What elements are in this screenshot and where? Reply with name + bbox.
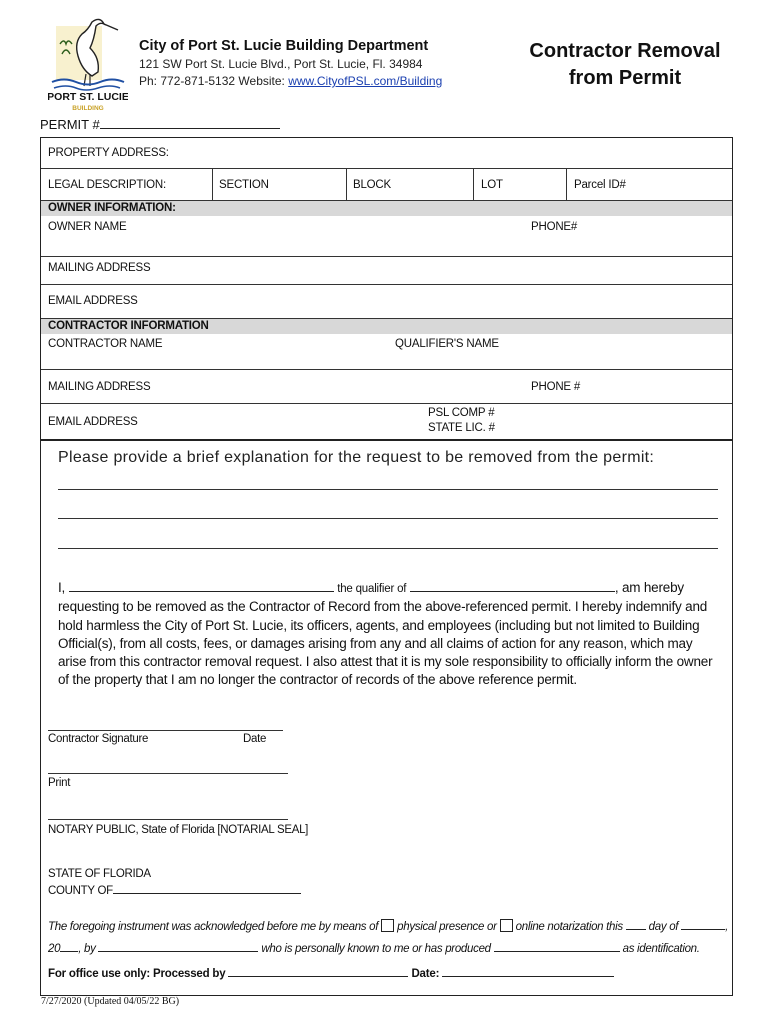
permit-blank[interactable]: [100, 116, 280, 129]
print-line[interactable]: [48, 773, 288, 774]
property-address-row[interactable]: [41, 138, 732, 169]
org-address: 121 SW Port St. Lucie Blvd., Port St. Lucie, Fl. 34984: [139, 57, 423, 71]
owner-info-heading: OWNER INFORMATION:: [41, 201, 732, 216]
county-blank[interactable]: [113, 883, 301, 894]
svg-text:PORT ST. LUCIE: PORT ST. LUCIE: [48, 91, 128, 103]
declaration-first-line: [58, 579, 718, 598]
owner-phone-label: PHONE#: [531, 221, 578, 233]
office-use-row: [48, 967, 614, 980]
permit-label: PERMIT #: [40, 117, 100, 132]
contractor-phone-label: PHONE #: [531, 381, 581, 393]
month-blank[interactable]: [681, 920, 725, 930]
day-blank[interactable]: [626, 920, 646, 930]
company-blank[interactable]: [410, 579, 615, 592]
property-address-label: PROPERTY ADDRESS:: [48, 147, 169, 159]
form-title-line2: from Permit: [568, 67, 682, 89]
owner-mailing-row[interactable]: [41, 257, 732, 285]
notary-line[interactable]: [48, 819, 288, 820]
online-notarization-label: online notarization this: [515, 921, 623, 933]
office-date-label: Date:: [411, 968, 440, 980]
owner-email-label: EMAIL ADDRESS: [48, 295, 138, 307]
identification-label: as identification.: [622, 943, 700, 955]
processed-by-blank[interactable]: [228, 967, 408, 977]
contractor-signature-label: Contractor Signature: [48, 733, 149, 745]
declaration-body: requesting to be removed as the Contractor of Record from the above-referenced permit. I hereby indemnify and hold harmless the City of Port St. Lucie, its officers, agents, and employees (including but not limited to Building Official(s), from all costs, fees, or damages arising from any and all claims of action for any reason, which may arise from this contractor removal request. I also attest that it is my sole responsibility to officially inform the owner of the property that I am no longer the contractor of records of the above reference permit.: [58, 599, 713, 688]
state-label: STATE OF FLORIDA: [48, 868, 151, 880]
owner-name-label: OWNER NAME: [48, 221, 127, 233]
website-link[interactable]: www.CityofPSL.com/Building: [288, 74, 443, 88]
explanation-line-2[interactable]: [58, 518, 718, 519]
contractor-signature-line[interactable]: [48, 730, 283, 731]
office-date-blank[interactable]: [442, 967, 614, 977]
year-blank[interactable]: [60, 942, 78, 952]
owner-email-row[interactable]: [41, 285, 732, 319]
footer-revision: 7/27/2020 (Updated 04/05/22 BG): [41, 996, 180, 1007]
org-phone: Ph: 772-871-5132 Website:: [139, 74, 289, 88]
contractor-name-row[interactable]: [41, 334, 732, 370]
notary-label: NOTARY PUBLIC, State of Florida [NOTARIAL SEAL]: [48, 824, 309, 836]
psl-comp-label: PSL COMP #: [428, 407, 495, 419]
county-label: COUNTY OF: [48, 885, 113, 897]
legal-description-row[interactable]: [41, 169, 732, 201]
year-prefix: 20: [48, 943, 61, 955]
explanation-line-1[interactable]: [58, 489, 718, 490]
qualifier-name-label: QUALIFIER'S NAME: [395, 338, 499, 350]
county-field[interactable]: [48, 883, 301, 897]
contractor-email-label: EMAIL ADDRESS: [48, 416, 138, 428]
legal-description-label: LEGAL DESCRIPTION:: [48, 179, 167, 191]
explanation-prompt: Please provide a brief explanation for the request to be removed from the permit:: [58, 449, 655, 466]
acknowledgment-line-2: [48, 942, 728, 955]
lot-label: LOT: [481, 179, 503, 191]
physical-presence-checkbox[interactable]: [381, 919, 394, 932]
day-of-label: day of: [648, 921, 679, 933]
qualifier-of-label: the qualifier of: [337, 583, 407, 595]
contractor-mailing-row[interactable]: [41, 370, 732, 404]
by-label: , by: [78, 943, 96, 955]
contractor-info-heading: CONTRACTOR INFORMATION: [41, 319, 732, 334]
signer-blank[interactable]: [98, 942, 258, 952]
form-title: [520, 38, 730, 92]
permit-number-field[interactable]: [40, 116, 280, 132]
processed-by-label: For office use only: Processed by: [48, 968, 226, 980]
org-contact: [139, 74, 442, 88]
owner-name-row[interactable]: [41, 216, 732, 257]
owner-mailing-label: MAILING ADDRESS: [48, 262, 151, 274]
online-notarization-checkbox[interactable]: [500, 919, 513, 932]
physical-presence-label: physical presence or: [397, 921, 497, 933]
declaration-i: I,: [58, 580, 66, 595]
svg-text:BUILDING: BUILDING: [72, 105, 104, 112]
parcel-id-label: Parcel ID#: [574, 179, 626, 191]
block-label: BLOCK: [353, 179, 391, 191]
id-type-blank[interactable]: [494, 942, 620, 952]
form-title-line1: Contractor Removal: [529, 40, 721, 62]
contractor-mailing-label: MAILING ADDRESS: [48, 381, 151, 393]
heron-logo-icon: [48, 14, 128, 112]
ack-text: The foregoing instrument was acknowledged before me by means of: [48, 921, 379, 933]
org-name: City of Port St. Lucie Building Department: [139, 38, 429, 54]
qualifier-name-blank[interactable]: [69, 579, 334, 592]
declaration-text: [58, 579, 718, 690]
city-logo: [48, 14, 128, 112]
state-lic-label: STATE LIC. #: [428, 422, 495, 434]
print-label: Print: [48, 777, 71, 789]
known-label: who is personally known to me or has produced: [261, 943, 491, 955]
contractor-email-row[interactable]: [41, 404, 732, 441]
explanation-line-3[interactable]: [58, 548, 718, 549]
contractor-name-label: CONTRACTOR NAME: [48, 338, 163, 350]
acknowledgment-line-1: The foregoing instrument was acknowledged before me by means of physical presence or online notarization this day of ,: [48, 921, 729, 933]
signature-date-label: Date: [243, 733, 267, 745]
am-hereby-label: , am hereby: [614, 580, 684, 595]
section-label: SECTION: [219, 179, 269, 191]
